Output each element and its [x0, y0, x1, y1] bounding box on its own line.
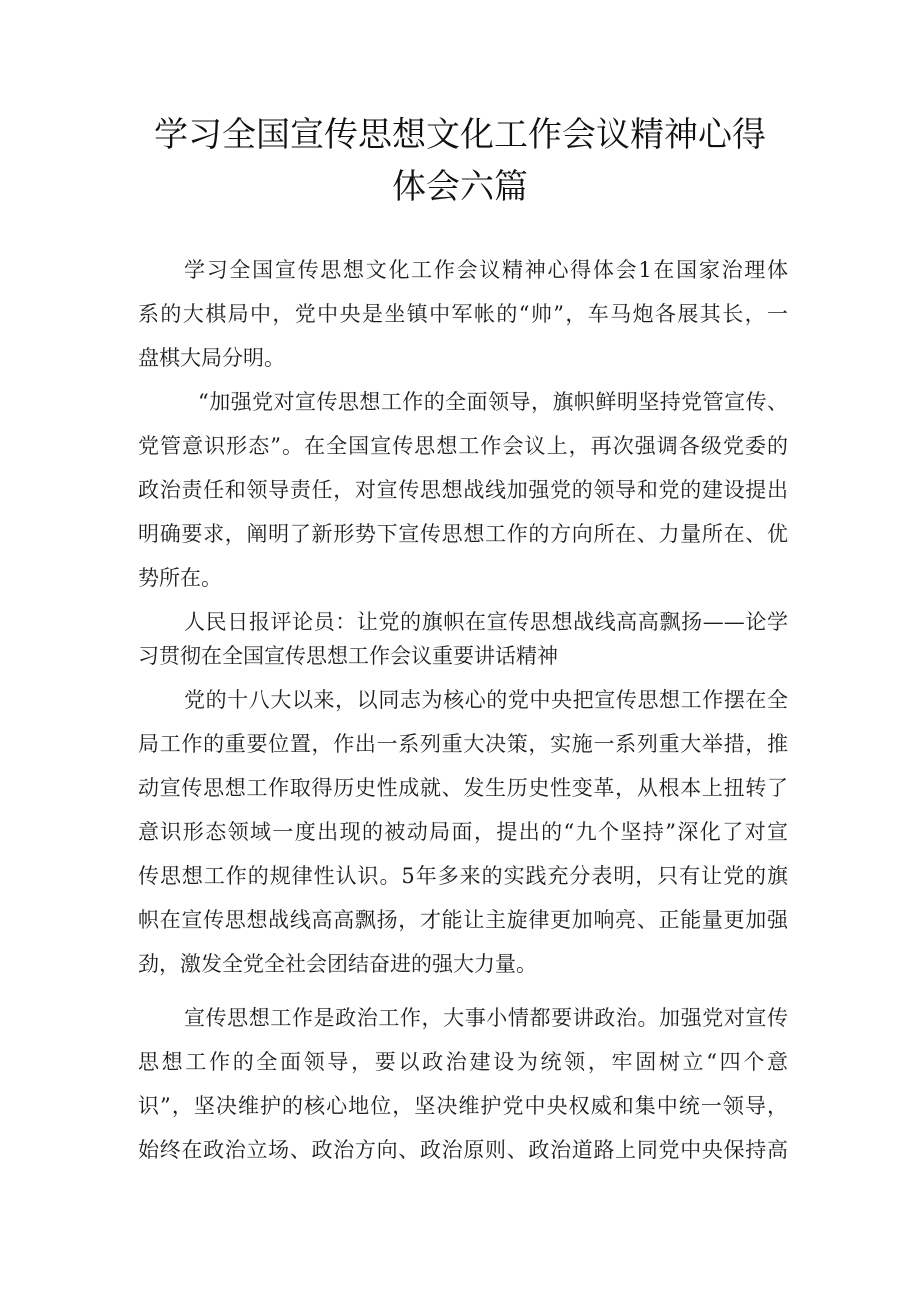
paragraph-5-line-4: 始终在政治立场、政治方向、政治原则、政治道路上同党中央保持高	[138, 1138, 788, 1162]
paragraph-4-line-3: 动宣传思想工作取得历史性成就、发生历史性变革，从根本上扭转了	[138, 776, 788, 800]
paragraph-1-line-3: 盘棋大局分明。	[138, 346, 285, 370]
document-title-line-1: 学习全国宣传思想文化工作会议精神心得	[154, 115, 766, 155]
paragraph-5-line-3: 识”，坚决维护的核心地位，坚决维护党中央权威和集中统一领导，	[138, 1094, 788, 1118]
paragraph-4-line-7: 劲，激发全党全社会团结奋进的强大力量。	[138, 952, 537, 976]
paragraph-4-line-4: 意识形态领域一度出现的被动局面，提出的“九个坚持”深化了对宣	[138, 820, 788, 844]
paragraph-5-line-2: 思想工作的全面领导，要以政治建设为统领，牢固树立“四个意	[138, 1050, 788, 1074]
paragraph-4-line-6: 帜在宣传思想战线高高飘扬，才能让主旋律更加响亮、正能量更加强	[138, 908, 788, 932]
paragraph-2-line-5: 势所在。	[138, 566, 222, 590]
paragraph-1-line-2: 系的大棋局中，党中央是坐镇中军帐的“帅”，车马炮各展其长，一	[138, 302, 788, 326]
paragraph-5-line-1: 宣传思想工作是政治工作，大事小情都要讲政治。加强党对宣传	[184, 1006, 788, 1030]
paragraph-3-line-1: 人民日报评论员：让党的旗帜在宣传思想战线高高飘扬——论学	[184, 610, 788, 634]
paragraph-4-line-1: 党的十八大以来，以同志为核心的党中央把宣传思想工作摆在全	[184, 688, 788, 712]
paragraph-4-line-2: 局工作的重要位置，作出一系列重大决策，实施一系列重大举措，推	[138, 732, 788, 756]
paragraph-2-line-1: “加强党对宣传思想工作的全面领导，旗帜鲜明坚持党管宣传、	[198, 390, 788, 414]
paragraph-2-line-3: 政治责任和领导责任，对宣传思想战线加强党的领导和党的建设提出	[138, 478, 788, 502]
paragraph-2-line-4: 明确要求，阐明了新形势下宣传思想工作的方向所在、力量所在、优	[138, 522, 788, 546]
paragraph-3-line-2: 习贯彻在全国宣传思想工作会议重要讲话精神	[138, 644, 558, 668]
paragraph-2-line-2: 党管意识形态”。在全国宣传思想工作会议上，再次强调各级党委的	[138, 434, 788, 458]
paragraph-1-line-1: 学习全国宣传思想文化工作会议精神心得体会1在国家治理体	[184, 258, 788, 282]
document-title-line-2: 体会六篇	[392, 167, 528, 207]
paragraph-4-line-5: 传思想工作的规律性认识。5年多来的实践充分表明，只有让党的旗	[138, 864, 788, 888]
